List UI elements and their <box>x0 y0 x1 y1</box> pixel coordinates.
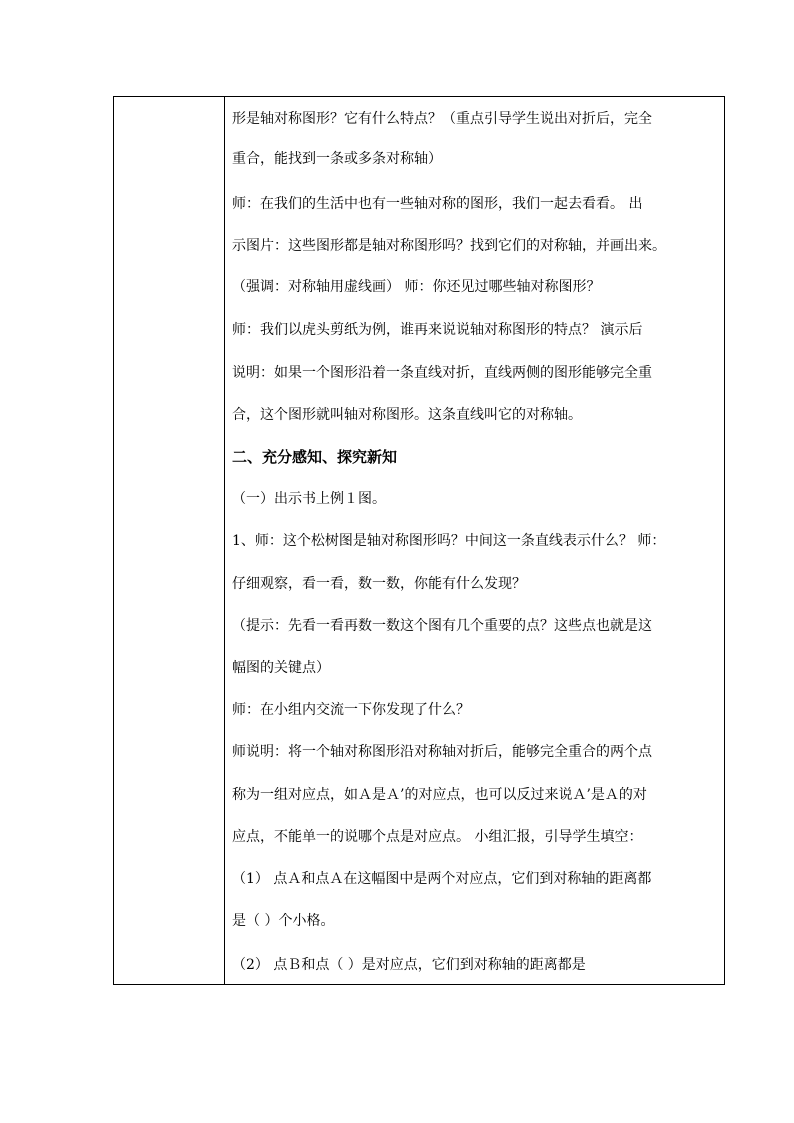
text-line: （强调：对称轴用虚线画） 师：你还见过哪些轴对称图形？ <box>232 279 601 295</box>
content-cell <box>225 97 724 984</box>
text-line: 师说明：将一个轴对称图形沿对称轴对折后，能够完全重合的两个点 <box>232 744 652 760</box>
text-line: （一）出示书上例１图。 <box>232 491 386 507</box>
text-line: 合，这个图形就叫轴对称图形。这条直线叫它的对称轴。 <box>232 407 582 423</box>
text-line: 是（ ）个小格。 <box>232 913 335 929</box>
text-line: 称为一组对应点，如Ａ是Ａ’的对应点，也可以反过来说Ａ’是Ａ的对 <box>232 787 647 803</box>
text-line: （2） 点Ｂ和点（ ）是对应点，它们到对称轴的距离都是 <box>232 957 586 973</box>
text-line: 重合，能找到一条或多条对称轴） <box>232 151 442 167</box>
text-line: 应点，不能单一的说哪个点是对应点。 小组汇报，引导学生填空： <box>232 829 643 845</box>
text-line: 师：我们以虎头剪纸为例，谁再来说说轴对称图形的特点？ 演示后 <box>232 322 643 338</box>
section-heading: 二、充分感知、探究新知 <box>232 448 398 466</box>
text-line: 幅图的关键点） <box>232 660 330 676</box>
text-line: 仔细观察，看一看，数一数，你能有什么发现？ <box>232 576 526 592</box>
text-line: 师：在我们的生活中也有一些轴对称的图形，我们一起去看看。 出 <box>232 196 643 212</box>
text-line: 师：在小组内交流一下你发现了什么？ <box>232 702 470 718</box>
text-line: （提示：先看一看再数一数这个图有几个重要的点？这些点也就是这 <box>232 618 652 634</box>
text-line: （1） 点Ａ和点Ａ在这幅图中是两个对应点，它们到对称轴的距离都 <box>232 871 652 887</box>
left-column-cell <box>114 97 225 984</box>
text-line: 说明：如果一个图形沿着一条直线对折，直线两侧的图形能够完全重 <box>232 365 652 381</box>
text-line: 1、师：这个松树图是轴对称图形吗？中间这一条直线表示什么？ 师： <box>232 533 666 549</box>
lesson-table <box>113 96 725 985</box>
text-line: 示图片：这些图形都是轴对称图形吗？找到它们的对称轴，并画出来。 <box>232 238 666 254</box>
text-line: 形是轴对称图形？它有什么特点？（重点引导学生说出对折后，完全 <box>232 111 652 127</box>
